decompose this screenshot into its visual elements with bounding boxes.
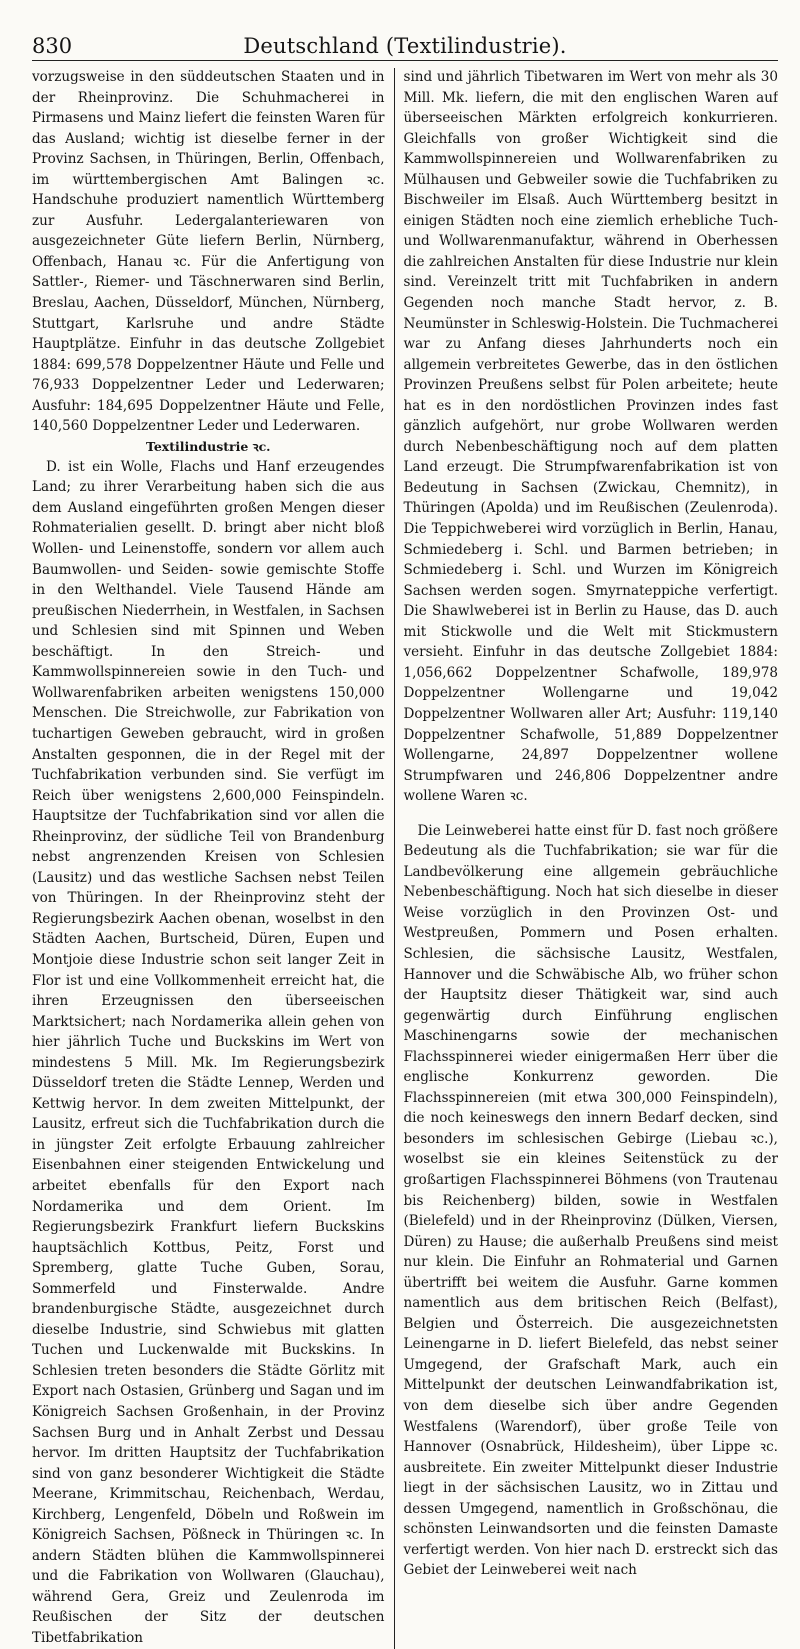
paragraph-textile-intro: D. ist ein Wolle, Flachs und Hanf erzeugendes Land; zu ihrer Verarbeitung haben sich die aus dem Ausland eingeführten großen Mengen dieser Rohmaterialien gesellt. D. bringt aber nicht bloß Wollen- und Leinenstoffe, sondern vor allem auch Baumwollen- und Seiden- sowie gemischte Stoffe in den Welthandel. Viele Tausend Hände am preußischen Niederrhein, in Westfalen, in Sachsen und Schlesien sind mit Spinnen und Weben beschäftigt. In den Streich- und Kammwollspinnereien sowie in den Tuch- und Wollwarenfabriken arbeiten wenigstens 150,000 Menschen. Die Streichwolle, zur Fabrikation von tuchartigen Geweben gebraucht, wird in großen Anstalten gesponnen, die in der Regel mit der Tuchfabrikation verbunden sind. Sie verfügt im Reich über wenigstens 2,600,000 Feinspindeln. Hauptsitze der Tuchfabrikation sind vor allen die Rheinprovinz, der südliche Teil von Brandenburg nebst angrenzenden Kreisen von Schlesien (Lausitz) und das westliche Sachsen nebst Teilen von Thüringen. In der Rheinprovinz steht der Regierungsbezirk Aachen obenan, woselbst in den Städten Aachen, Burtscheid, Düren, Eupen und Montjoie diese Industrie schon seit langer Zeit in Flor ist und eine Vollkommenheit erreicht hat, die ihren Erzeugnissen den überseeischen Marktsichert; nach Nordamerika allein gehen von hier jährlich Tuche und Buckskins im Wert von mindestens 5 Mill. Mk. Im Regierungsbezirk Düsseldorf treten die Städte Lennep, Werden und Kettwig hervor. In dem zweiten Mittelpunkt, der Lausitz, erfreut sich die Tuchfabrikation durch die in jüngster Zeit erfolgte Erbauung zahlreicher Eisenbahnen einer steigenden Entwickelung und arbeitet ebenfalls für den Export nach Nordamerika und dem Orient. Im Regierungsbezirk Frankfurt liefern Buckskins hauptsächlich Kottbus, Peitz, Forst und Spremberg, glatte Tuche Guben, Sorau, Sommerfeld und Finsterwalde. Andre brandenburgische Städte, ausgezeichnet durch dieselbe Industrie, sind Schwiebus mit glatten Tuchen und Luckenwalde mit Buckskins. In Schlesien treten besonders die Städte Görlitz mit Export nach Ostasien, Grünberg und Sagan und im Königreich Sachsen Großenhain, in der Provinz Sachsen Burg und in Anhalt Zerbst und Dessau hervor. Im dritten Hauptsitz der Tuchfabrikation sind von ganz besonderer Wichtigkeit die Städte Meerane, Krimmitschau, Reichenbach, Werdau, Kirchberg, Lengenfeld, Döbeln und Roßwein im Königreich Sachsen, Pößneck in Thüringen ꝛc. In andern Städten blühen die Kammwollspinnerei und die Fabrikation von Wollwaren (Glauchau), während Gera, Greiz und Zeulenroda im Reußischen der Sitz der deutschen Tibetfabrikation	[32, 458, 385, 1647]
right-column	[395, 67, 778, 1649]
paragraph-linen-weaving: Die Leinweberei hatte einst für D. fast noch größere Bedeutung als die Tuchfabrikation; sie war für die Landbevölkerung eine allgemein gebräuchliche Nebenbeschäftigung. Noch hat sich dieselbe in dieser Weise vorzüglich in den Provinzen Ost- und Westpreußen, Pommern und Posen erhalten. Schlesien, die sächsische Lausitz, Westfalen, Hannover und die Schwäbische Alb, wo früher schon der Hauptsitz dieser Thätigkeit war, sind auch gegenwärtig durch Einführung englischen Maschinengarns sowie der mechanischen Flachsspinnerei wieder einigermaßen Herr über die englische Konkurrenz geworden. Die Flachsspinnereien (mit etwa 300,000 Feinspindeln), die noch keineswegs den innern Bedarf decken, sind besonders im schlesischen Gebirge (Liebau ꝛc.), woselbst sie ein kleines Seitenstück zu der großartigen Flachsspinnerei Böhmens (von Trautenau bis Reichenberg) bilden, sowie in Westfalen (Bielefeld) und in der Rheinprovinz (Dülken, Viersen, Düren) zu Hause; die außerhalb Preußens sind meist nur klein. Die Einfuhr an Rohmaterial und Garnen übertrifft bei weitem die Ausfuhr. Garne kommen namentlich aus dem britischen Reich (Belfast), Belgien und Österreich. Die ausgezeichnetsten Leinengarne in D. liefert Bielefeld, das nebst seiner Umgegend, der Grafschaft Mark, auch ein Mittelpunkt der deutschen Leinwandfabrikation ist, von dem dieselbe sich über andre Gegenden Westfalens (Warendorf), über große Teile von Hannover (Osnabrück, Hildesheim), über Lippe ꝛc. ausbreitete. Ein zweiter Mittelpunkt dieser Industrie liegt in der sächsischen Lausitz, wo in Zittau und dessen Umgegend, namentlich in Großschönau, die schönsten Leinwandsorten und die feinsten Damaste verfertigt werden. Von hier nach D. erstreckt sich das Gebiet der Leinweberei weit nach	[403, 822, 778, 1579]
section-heading-textile: Textilindustrie ꝛc.	[145, 438, 271, 454]
text-columns	[32, 67, 778, 1649]
left-column	[32, 67, 394, 1649]
page-header	[32, 34, 778, 61]
page-number: 830	[32, 34, 73, 58]
running-title: Deutschland (Textilindustrie).	[243, 34, 567, 58]
paragraph-wool-trade: sind und jährlich Tibetwaren im Wert von mehr als 30 Mill. Mk. liefern, die mit den englischen Waren auf überseeischen Märkten erfolgreich konkurrieren. Gleichfalls von großer Wichtigkeit sind die Kammwollspinnereien und Wollwarenfabriken zu Mülhausen und Gebweiler sowie die Tuchfabriken zu Bischweiler im Elsaß. Auch Württemberg besitzt in einigen Städten noch eine ziemlich erhebliche Tuch- und Wollwarenmanufaktur, während in Oberhessen die zahlreichen Anstalten für diese Industrie nur klein sind. Vereinzelt tritt mit Tuchfabriken in andern Gegenden noch manche Stadt hervor, z. B. Neumünster in Schleswig-Holstein. Die Tuchmacherei war zu Anfang dieses Jahrhunderts noch ein allgemein verbreitetes Gewerbe, das in den östlichen Provinzen Preußens selbst für Polen arbeitete; heute hat es in den nordöstlichen Provinzen indes fast gänzlich aufgehört, nur grobe Wollwaren werden durch Nebenbeschäftigung noch auf dem platten Land erzeugt. Die Strumpfwarenfabrikation ist von Bedeutung in Sachsen (Zwickau, Chemnitz), in Thüringen (Apolda) und im Reußischen (Zeulenroda). Die Teppichweberei wird vorzüglich in Berlin, Hanau, Schmiedeberg i. Schl. und Barmen betrieben; in Schmiedeberg i. Schl. und Wurzen im Königreich Sachsen werden sogen. Smyrnateppiche verfertigt. Die Shawlweberei ist in Berlin zu Hause, das D. auch mit Stickwolle und die Welt mit Stickmustern versieht. Einfuhr in das deutsche Zollgebiet 1884: 1,056,662 Doppelzentner Schafwolle, 189,978 Doppelzentner Wollengarne und 19,042 Doppelzentner Wollwaren aller Art; Ausfuhr: 119,140 Doppelzentner Schafwolle, 51,889 Doppelzentner Wollengarne, 24,897 Doppelzentner wollene Strumpfwaren und 246,806 Doppelzentner andre wollene Waren ꝛc.	[403, 69, 778, 805]
paragraph-leather-industry: vorzugsweise in den süddeutschen Staaten und in der Rheinprovinz. Die Schuhmacherei in Pirmasens und Mainz liefert die feinsten Waren für das Ausland; wichtig ist dieselbe ferner in der Provinz Sachsen, in Thüringen, Berlin, Offenbach, im württembergischen Amt Balingen ꝛc. Handschuhe produziert namentlich Württemberg zur Ausfuhr. Ledergalanteriewaren von ausgezeichneter Güte liefern Berlin, Nürnberg, Offenbach, Hanau ꝛc. Für die Anfertigung von Sattler-, Riemer- und Täschnerwaren sind Berlin, Breslau, Aachen, Düsseldorf, München, Nürnberg, Stuttgart, Karlsruhe und andre Städte Hauptplätze. Einfuhr in das deutsche Zollgebiet 1884: 699,578 Doppelzentner Häute und Felle und 76,933 Doppelzentner Leder und Lederwaren; Ausfuhr: 184,695 Doppelzentner Häute und Felle, 140,560 Doppelzentner Leder und Lederwaren.	[32, 69, 385, 435]
